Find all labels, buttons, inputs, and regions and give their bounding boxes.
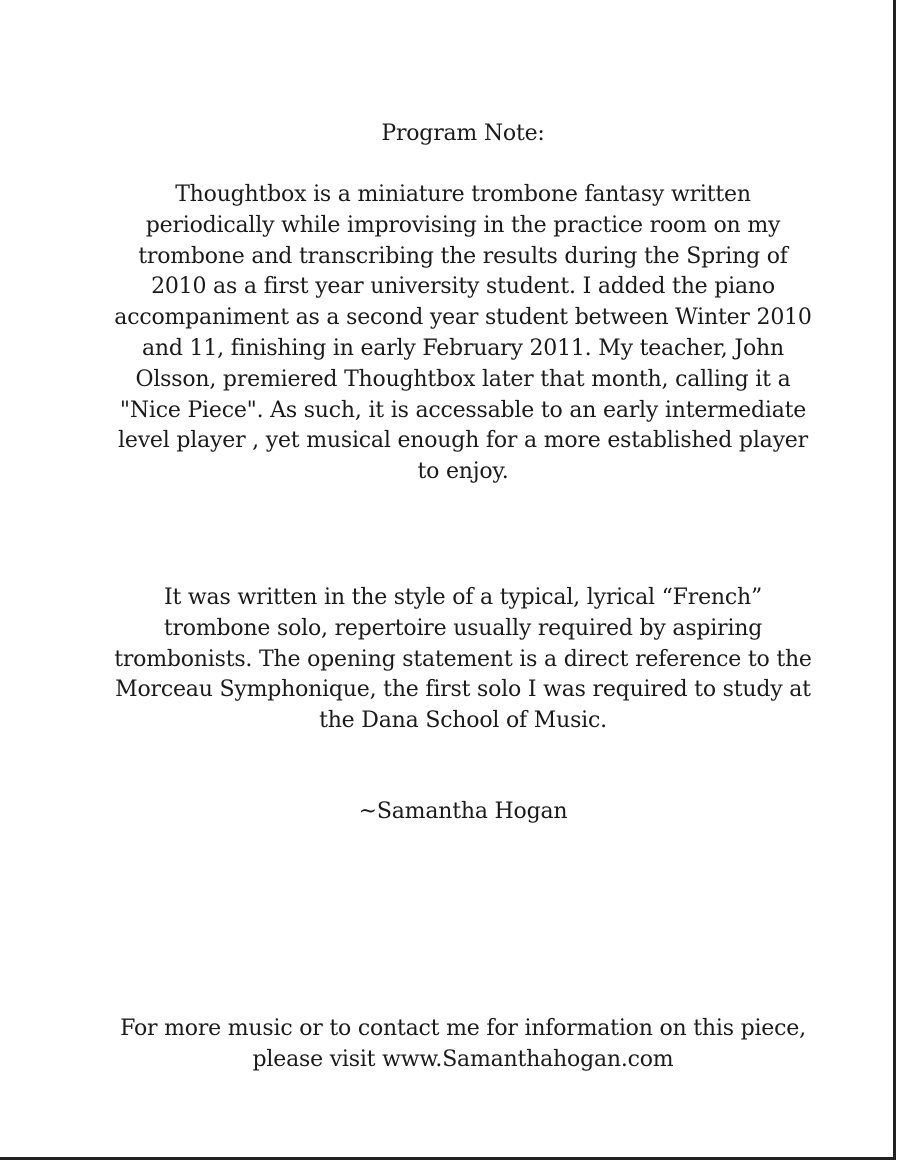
paragraph-line: periodically while improvising in the practice room on my — [145, 212, 781, 238]
paragraph-line: accompaniment as a second year student between Winter 2010 — [114, 305, 812, 331]
paragraph-line: trombonists. The opening statement is a direct reference to the — [114, 646, 812, 672]
contact-footer — [100, 1014, 826, 1076]
paragraph-line: Morceau Symphonique, the first solo I was required to study at — [115, 677, 811, 703]
paragraph-line: the Dana School of Music. — [319, 708, 607, 734]
paragraph-line: to enjoy. — [417, 459, 509, 485]
signature-text: ~Samantha Hogan — [358, 799, 568, 824]
footer-line: please visit www.Samanthahogan.com — [252, 1046, 674, 1072]
paragraph-line: and 11, finishing in early February 2011. My teacher, John — [142, 335, 784, 361]
program-note-paragraph-1 — [100, 180, 826, 488]
paragraph-line: trombone and transcribing the results during the Spring of — [138, 243, 788, 269]
paragraph-line: level player , yet musical enough for a more established player — [118, 428, 808, 454]
paragraph-line: trombone solo, repertoire usually required by aspiring — [163, 615, 763, 641]
footer-line: For more music or to contact me for information on this piece, — [120, 1016, 806, 1041]
page-title — [100, 119, 826, 150]
title-text: Program Note: — [381, 121, 545, 146]
paragraph-line: "Nice Piece". As such, it is accessable to an early intermediate — [119, 397, 807, 423]
program-note-paragraph-2 — [100, 583, 826, 737]
signature — [100, 797, 826, 828]
paragraph-line: It was written in the style of a typical, lyrical “French” — [163, 585, 762, 610]
paragraph-line: Thoughtbox is a miniature trombone fantasy written — [175, 182, 751, 207]
paragraph-line: Olsson, premiered Thoughtbox later that month, calling it a — [135, 366, 791, 392]
paragraph-line: 2010 as a first year university student. I added the piano — [151, 274, 775, 300]
